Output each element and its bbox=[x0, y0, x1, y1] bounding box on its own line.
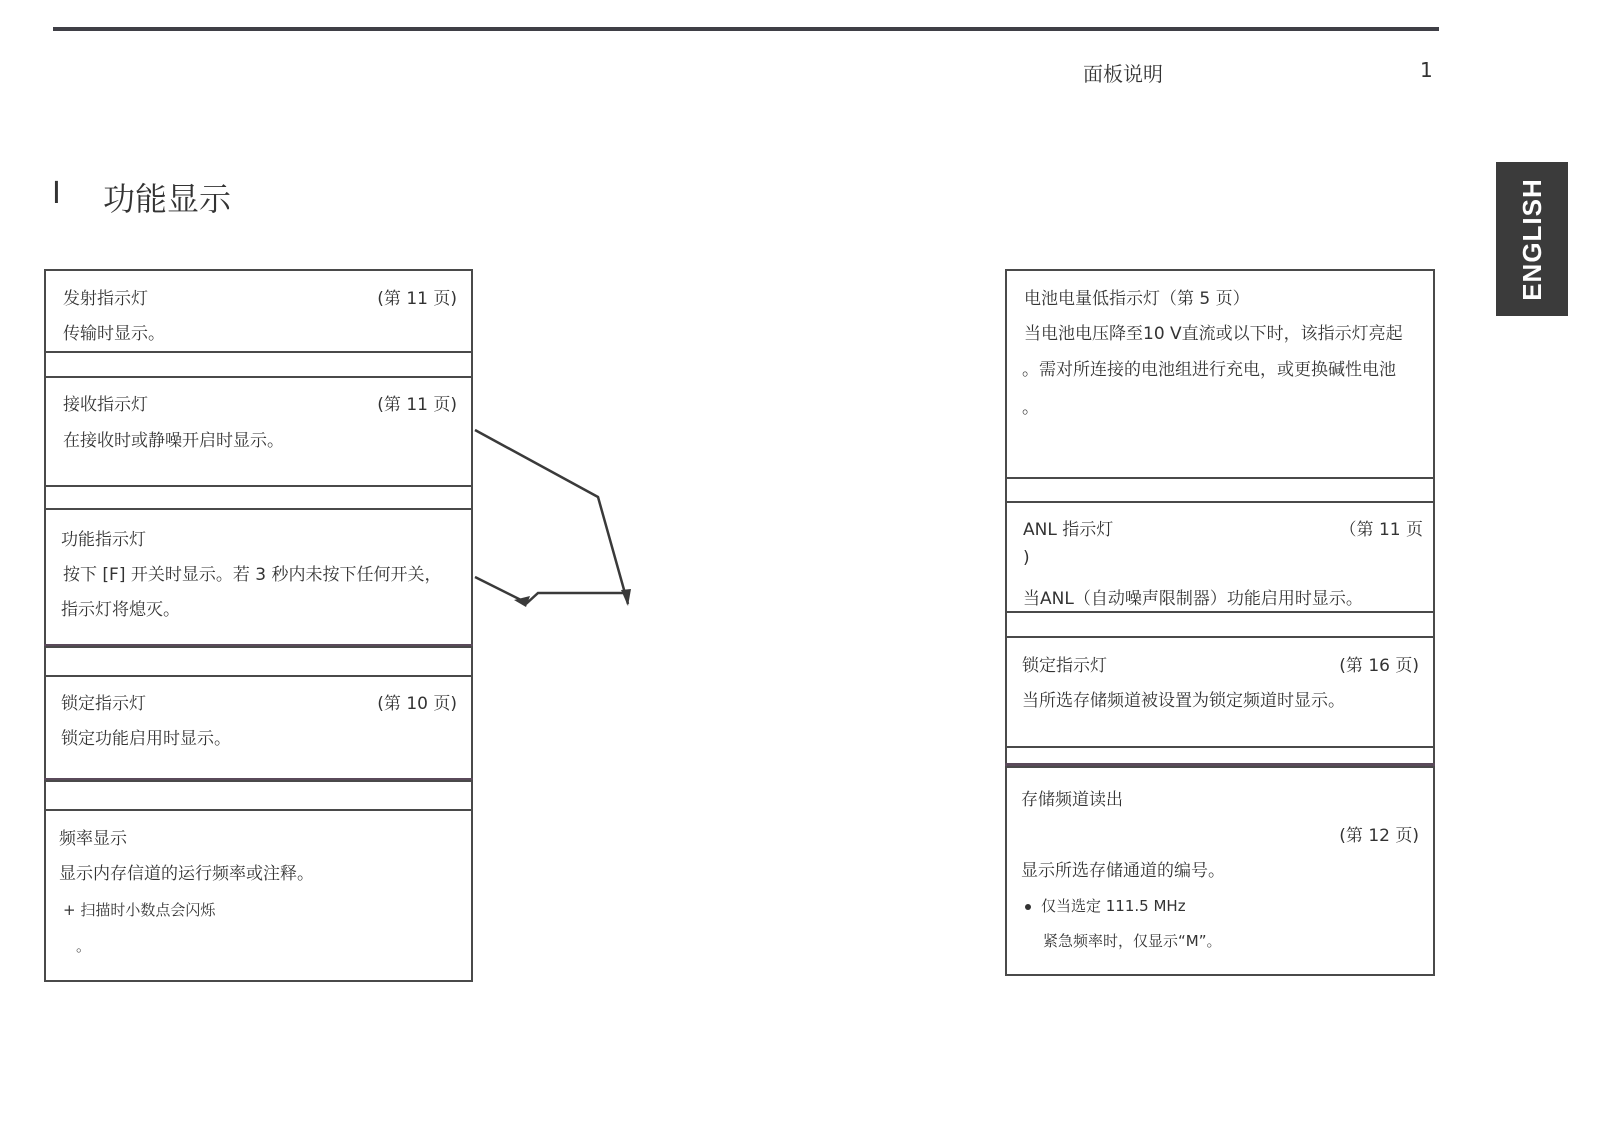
frequency-display-note-line2: 。 bbox=[76, 937, 92, 955]
leader-line-receive bbox=[475, 430, 628, 604]
anl-indicator-desc: 当ANL（自动噪声限制器）功能启用时显示。 bbox=[1023, 589, 1363, 609]
frequency-display-note-line1: + 扫描时小数点会闪烁 bbox=[63, 901, 216, 919]
receive-indicator-page-ref: (第 11 页) bbox=[377, 395, 457, 415]
left-spacer-4 bbox=[44, 780, 473, 811]
frequency-display-desc: 显示内存信道的运行频率或注释。 bbox=[59, 864, 314, 884]
left-callout-box-2 bbox=[44, 376, 473, 487]
low-battery-indicator-desc-line3: 。 bbox=[1022, 398, 1039, 418]
anl-indicator-title: ANL 指示灯 bbox=[1023, 520, 1114, 540]
low-battery-indicator-title: 电池电量低指示灯（第 5 页） bbox=[1024, 289, 1250, 309]
right-callout-box-4 bbox=[1005, 766, 1435, 976]
low-battery-indicator-desc-line1: 当电池电压降至10 V直流或以下时，该指示灯亮起 bbox=[1024, 324, 1403, 344]
memory-channel-readout-title: 存储频道读出 bbox=[1021, 790, 1123, 810]
left-spacer-1 bbox=[44, 351, 473, 378]
left-spacer-3 bbox=[44, 646, 473, 677]
left-callout-box-4 bbox=[44, 675, 473, 780]
memory-channel-readout-desc: 显示所选存储通道的编号。 bbox=[1021, 861, 1225, 881]
right-callout-box-3 bbox=[1005, 636, 1435, 748]
transmit-indicator-title: 发射指示灯 bbox=[63, 289, 148, 309]
function-indicator-desc-line1: 按下 [F] 开关时显示。若 3 秒内未按下任何开关， bbox=[63, 565, 442, 585]
transmit-indicator-desc: 传输时显示。 bbox=[63, 324, 165, 344]
right-callout-box-1 bbox=[1005, 269, 1435, 479]
right-spacer-2 bbox=[1005, 611, 1435, 638]
page-number: 1 bbox=[1420, 58, 1433, 82]
low-battery-indicator-desc-line2: 。需对所连接的电池组进行充电，或更换碱性电池 bbox=[1022, 360, 1396, 380]
section-number: I bbox=[52, 176, 61, 211]
frequency-display-title: 频率显示 bbox=[59, 829, 127, 849]
function-indicator-desc-line2: 指示灯将熄灭。 bbox=[61, 600, 180, 620]
leader-arrowhead-receive bbox=[621, 589, 631, 606]
left-callout-box-5 bbox=[44, 809, 473, 982]
receive-indicator-title: 接收指示灯 bbox=[63, 395, 148, 415]
receive-indicator-desc: 在接收时或静噪开启时显示。 bbox=[63, 431, 284, 451]
anl-indicator-page-ref: （第 11 页 bbox=[1339, 520, 1423, 540]
leader-line-function bbox=[475, 577, 626, 603]
lock-indicator-title: 锁定指示灯 bbox=[61, 694, 146, 714]
memory-channel-readout-bullet bbox=[1025, 895, 1186, 916]
anl-indicator-page-ref-cont: ) bbox=[1023, 548, 1030, 568]
lock-indicator-page-ref: (第 10 页) bbox=[377, 694, 457, 714]
memory-channel-readout-bullet-line2: 紧急频率时，仅显示“M”。 bbox=[1043, 932, 1222, 950]
function-indicator-title: 功能指示灯 bbox=[61, 530, 146, 550]
memory-lock-indicator-title: 锁定指示灯 bbox=[1022, 656, 1107, 676]
left-spacer-2 bbox=[44, 485, 473, 510]
lock-indicator-desc: 锁定功能启用时显示。 bbox=[61, 729, 231, 749]
running-header-title: 面板说明 bbox=[1083, 62, 1163, 86]
left-callout-box-3 bbox=[44, 508, 473, 647]
memory-channel-readout-page-ref: (第 12 页) bbox=[1339, 826, 1419, 846]
right-callout-box-2 bbox=[1005, 501, 1435, 613]
memory-lock-indicator-desc: 当所选存储频道被设置为锁定频道时显示。 bbox=[1022, 691, 1345, 711]
bullet-dot-icon bbox=[1025, 904, 1031, 910]
section-title: 功能显示 bbox=[103, 180, 232, 218]
left-callout-box-1 bbox=[44, 269, 473, 353]
transmit-indicator-page-ref: (第 11 页) bbox=[377, 289, 457, 309]
language-tab-label: ENGLISH bbox=[1516, 177, 1547, 301]
memory-channel-readout-bullet-line1: 仅当选定 111.5 MHz bbox=[1041, 897, 1186, 915]
memory-lock-indicator-page-ref: (第 16 页) bbox=[1339, 656, 1419, 676]
right-spacer-1 bbox=[1005, 477, 1435, 503]
